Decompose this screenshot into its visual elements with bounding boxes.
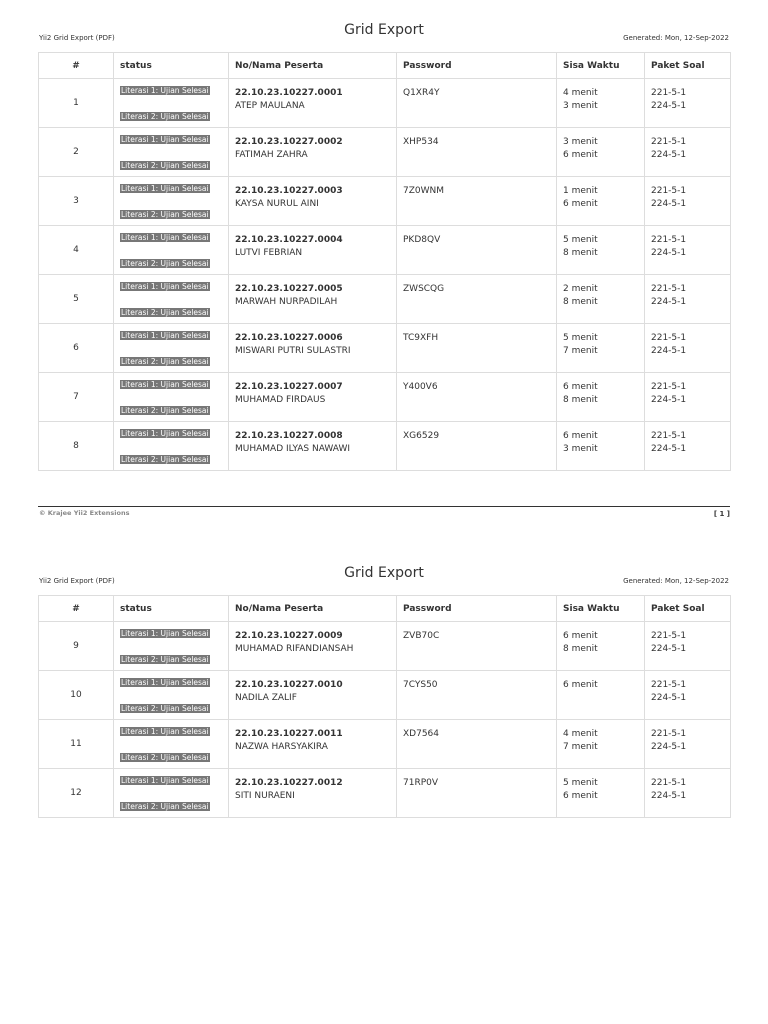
status-badge-literasi-2: Literasi 2: Ujian Selesai [121, 802, 209, 811]
column-header-number: # [39, 596, 114, 622]
password-value: PKD8QV [403, 235, 441, 245]
password-value: Q1XR4Y [403, 88, 440, 98]
status-cell [114, 720, 229, 769]
page-title: Grid Export [344, 22, 424, 38]
status-badge-literasi-2: Literasi 2: Ujian Selesai [121, 753, 209, 762]
peserta-id: 22.10.23.10227.0009 [235, 631, 343, 641]
paket-soal-cell [645, 769, 731, 818]
sisa-waktu-2: 6 menit [563, 791, 598, 801]
sisa-waktu-2: 8 menit [563, 297, 598, 307]
sisa-waktu-cell [557, 226, 645, 275]
export-grid-table [38, 595, 731, 818]
table-row [39, 128, 731, 177]
sisa-waktu-1: 5 menit [563, 778, 598, 788]
peserta-id: 22.10.23.10227.0008 [235, 431, 343, 441]
column-header-password: Password [397, 596, 557, 622]
paket-soal-2: 224-5-1 [651, 101, 687, 111]
status-badge-literasi-2: Literasi 2: Ujian Selesai [121, 655, 209, 664]
column-header-peserta: No/Nama Peserta [229, 596, 397, 622]
peserta-id: 22.10.23.10227.0011 [235, 729, 343, 739]
paket-soal-2: 224-5-1 [651, 644, 687, 654]
status-cell [114, 769, 229, 818]
sisa-waktu-1: 5 menit [563, 235, 598, 245]
status-badge-literasi-1: Literasi 1: Ujian Selesai [121, 776, 209, 785]
status-badge-literasi-1: Literasi 1: Ujian Selesai [121, 184, 209, 193]
status-badge-literasi-2: Literasi 2: Ujian Selesai [121, 308, 209, 317]
paket-soal-cell [645, 79, 731, 128]
sisa-waktu-cell [557, 769, 645, 818]
status-badge-literasi-1: Literasi 1: Ujian Selesai [121, 86, 209, 95]
sisa-waktu-2: 8 menit [563, 248, 598, 258]
row-number: 12 [39, 769, 114, 818]
paket-soal-cell [645, 422, 731, 471]
generated-date: Generated: Mon, 12-Sep-2022 [623, 34, 729, 42]
password-value: Y400V6 [403, 382, 438, 392]
paket-soal-1: 221-5-1 [651, 382, 687, 392]
password-value: ZVB70C [403, 631, 440, 641]
peserta-id: 22.10.23.10227.0004 [235, 235, 343, 245]
table-row [39, 720, 731, 769]
sisa-waktu-1: 6 menit [563, 680, 598, 690]
password-value: ZWSCQG [403, 284, 445, 294]
paket-soal-1: 221-5-1 [651, 186, 687, 196]
row-number: 5 [39, 275, 114, 324]
peserta-id: 22.10.23.10227.0006 [235, 333, 343, 343]
status-badge-literasi-1: Literasi 1: Ujian Selesai [121, 678, 209, 687]
status-badge-literasi-1: Literasi 1: Ujian Selesai [121, 380, 209, 389]
sisa-waktu-2: 7 menit [563, 346, 598, 356]
status-cell [114, 373, 229, 422]
row-number: 3 [39, 177, 114, 226]
status-cell [114, 177, 229, 226]
column-header-number: # [39, 53, 114, 79]
sisa-waktu-1: 6 menit [563, 382, 598, 392]
sisa-waktu-cell [557, 275, 645, 324]
peserta-id: 22.10.23.10227.0005 [235, 284, 343, 294]
paket-soal-cell [645, 373, 731, 422]
password-cell [397, 128, 557, 177]
peserta-name: MUHAMAD RIFANDIANSAH [235, 644, 354, 654]
password-value: TC9XFH [403, 333, 439, 343]
status-cell [114, 79, 229, 128]
paket-soal-cell [645, 128, 731, 177]
row-number: 6 [39, 324, 114, 373]
peserta-id: 22.10.23.10227.0002 [235, 137, 343, 147]
status-cell [114, 422, 229, 471]
column-header-peserta: No/Nama Peserta [229, 53, 397, 79]
peserta-cell [229, 671, 397, 720]
paket-soal-2: 224-5-1 [651, 150, 687, 160]
password-cell [397, 226, 557, 275]
password-value: XD7564 [403, 729, 439, 739]
sisa-waktu-2: 8 menit [563, 395, 598, 405]
pdf-page-2 [0, 543, 768, 811]
paket-soal-cell [645, 177, 731, 226]
peserta-name: NAZWA HARSYAKIRA [235, 742, 328, 752]
paket-soal-2: 224-5-1 [651, 199, 687, 209]
status-cell [114, 275, 229, 324]
paket-soal-2: 224-5-1 [651, 297, 687, 307]
paket-soal-cell [645, 275, 731, 324]
peserta-id: 22.10.23.10227.0007 [235, 382, 343, 392]
password-value: 71RP0V [403, 778, 439, 788]
paket-soal-cell [645, 671, 731, 720]
sisa-waktu-2: 3 menit [563, 444, 598, 454]
password-value: XG6529 [403, 431, 440, 441]
page-header [0, 0, 768, 52]
sisa-waktu-cell [557, 128, 645, 177]
export-grid-table [38, 52, 731, 471]
page-title: Grid Export [344, 565, 424, 581]
row-number: 8 [39, 422, 114, 471]
peserta-cell [229, 720, 397, 769]
page-header [0, 543, 768, 595]
table-row [39, 275, 731, 324]
password-value: XHP534 [403, 137, 439, 147]
status-cell [114, 128, 229, 177]
status-badge-literasi-2: Literasi 2: Ujian Selesai [121, 210, 209, 219]
column-header-password: Password [397, 53, 557, 79]
row-number: 11 [39, 720, 114, 769]
peserta-cell [229, 79, 397, 128]
paket-soal-2: 224-5-1 [651, 444, 687, 454]
page-footer [38, 506, 730, 518]
peserta-name: MUHAMAD FIRDAUS [235, 395, 326, 405]
paket-soal-cell [645, 226, 731, 275]
sisa-waktu-2: 7 menit [563, 742, 598, 752]
sisa-waktu-1: 2 menit [563, 284, 598, 294]
status-cell [114, 226, 229, 275]
peserta-cell [229, 226, 397, 275]
password-cell [397, 622, 557, 671]
paket-soal-cell [645, 324, 731, 373]
peserta-cell [229, 622, 397, 671]
sisa-waktu-cell [557, 177, 645, 226]
table-row [39, 324, 731, 373]
password-cell [397, 373, 557, 422]
status-badge-literasi-2: Literasi 2: Ujian Selesai [121, 112, 209, 121]
page-number: [ 1 ] [713, 510, 730, 518]
status-badge-literasi-2: Literasi 2: Ujian Selesai [121, 259, 209, 268]
peserta-name: KAYSA NURUL AINI [235, 199, 319, 209]
paket-soal-1: 221-5-1 [651, 778, 687, 788]
column-header-sisa-waktu: Sisa Waktu [557, 53, 645, 79]
sisa-waktu-2: 6 menit [563, 150, 598, 160]
status-badge-literasi-1: Literasi 1: Ujian Selesai [121, 233, 209, 242]
peserta-cell [229, 373, 397, 422]
status-badge-literasi-1: Literasi 1: Ujian Selesai [121, 629, 209, 638]
paket-soal-2: 224-5-1 [651, 395, 687, 405]
table-header-row [39, 596, 731, 622]
peserta-id: 22.10.23.10227.0010 [235, 680, 343, 690]
status-badge-literasi-1: Literasi 1: Ujian Selesai [121, 727, 209, 736]
status-badge-literasi-2: Literasi 2: Ujian Selesai [121, 357, 209, 366]
table-row [39, 622, 731, 671]
password-cell [397, 275, 557, 324]
header-left-text: Yii2 Grid Export (PDF) [39, 577, 115, 585]
status-badge-literasi-1: Literasi 1: Ujian Selesai [121, 331, 209, 340]
password-cell [397, 422, 557, 471]
peserta-cell [229, 128, 397, 177]
table-row [39, 422, 731, 471]
password-value: 7Z0WNM [403, 186, 445, 196]
paket-soal-2: 224-5-1 [651, 248, 687, 258]
paket-soal-1: 221-5-1 [651, 631, 687, 641]
sisa-waktu-cell [557, 324, 645, 373]
sisa-waktu-cell [557, 671, 645, 720]
row-number: 1 [39, 79, 114, 128]
peserta-name: FATIMAH ZAHRA [235, 150, 308, 160]
paket-soal-cell [645, 720, 731, 769]
table-row [39, 769, 731, 818]
generated-date: Generated: Mon, 12-Sep-2022 [623, 577, 729, 585]
sisa-waktu-1: 4 menit [563, 88, 598, 98]
status-badge-literasi-1: Literasi 1: Ujian Selesai [121, 429, 209, 438]
sisa-waktu-2: 3 menit [563, 101, 598, 111]
paket-soal-2: 224-5-1 [651, 346, 687, 356]
table-row [39, 671, 731, 720]
paket-soal-1: 221-5-1 [651, 333, 687, 343]
table-header-row [39, 53, 731, 79]
paket-soal-1: 221-5-1 [651, 137, 687, 147]
password-cell [397, 671, 557, 720]
peserta-name: SITI NURAENI [235, 791, 295, 801]
sisa-waktu-cell [557, 622, 645, 671]
paket-soal-1: 221-5-1 [651, 284, 687, 294]
status-badge-literasi-2: Literasi 2: Ujian Selesai [121, 406, 209, 415]
peserta-name: MARWAH NURPADILAH [235, 297, 338, 307]
column-header-sisa-waktu: Sisa Waktu [557, 596, 645, 622]
sisa-waktu-1: 6 menit [563, 431, 598, 441]
password-value: 7CYS50 [403, 680, 438, 690]
peserta-name: MISWARI PUTRI SULASTRI [235, 346, 351, 356]
row-number: 10 [39, 671, 114, 720]
peserta-cell [229, 275, 397, 324]
paket-soal-1: 221-5-1 [651, 680, 687, 690]
peserta-name: NADILA ZALIF [235, 693, 297, 703]
paket-soal-2: 224-5-1 [651, 693, 687, 703]
row-number: 4 [39, 226, 114, 275]
peserta-cell [229, 769, 397, 818]
sisa-waktu-cell [557, 720, 645, 769]
table-row [39, 79, 731, 128]
sisa-waktu-1: 5 menit [563, 333, 598, 343]
password-cell [397, 720, 557, 769]
table-row [39, 226, 731, 275]
table-row [39, 177, 731, 226]
sisa-waktu-2: 8 menit [563, 644, 598, 654]
sisa-waktu-cell [557, 79, 645, 128]
sisa-waktu-1: 4 menit [563, 729, 598, 739]
sisa-waktu-cell [557, 422, 645, 471]
status-cell [114, 671, 229, 720]
sisa-waktu-1: 3 menit [563, 137, 598, 147]
paket-soal-1: 221-5-1 [651, 235, 687, 245]
column-header-status: status [114, 53, 229, 79]
paket-soal-2: 224-5-1 [651, 742, 687, 752]
peserta-cell [229, 324, 397, 373]
column-header-paket-soal: Paket Soal [645, 53, 731, 79]
peserta-cell [229, 422, 397, 471]
status-cell [114, 622, 229, 671]
status-badge-literasi-1: Literasi 1: Ujian Selesai [121, 282, 209, 291]
sisa-waktu-2: 6 menit [563, 199, 598, 209]
sisa-waktu-cell [557, 373, 645, 422]
row-number: 7 [39, 373, 114, 422]
status-badge-literasi-2: Literasi 2: Ujian Selesai [121, 704, 209, 713]
row-number: 2 [39, 128, 114, 177]
peserta-id: 22.10.23.10227.0003 [235, 186, 343, 196]
peserta-id: 22.10.23.10227.0012 [235, 778, 343, 788]
header-left-text: Yii2 Grid Export (PDF) [39, 34, 115, 42]
peserta-name: MUHAMAD ILYAS NAWAWI [235, 444, 351, 454]
password-cell [397, 769, 557, 818]
paket-soal-1: 221-5-1 [651, 431, 687, 441]
sisa-waktu-1: 1 menit [563, 186, 598, 196]
column-header-paket-soal: Paket Soal [645, 596, 731, 622]
password-cell [397, 177, 557, 226]
status-cell [114, 324, 229, 373]
status-badge-literasi-2: Literasi 2: Ujian Selesai [121, 161, 209, 170]
row-number: 9 [39, 622, 114, 671]
paket-soal-cell [645, 622, 731, 671]
peserta-cell [229, 177, 397, 226]
paket-soal-1: 221-5-1 [651, 88, 687, 98]
password-cell [397, 79, 557, 128]
sisa-waktu-1: 6 menit [563, 631, 598, 641]
status-badge-literasi-2: Literasi 2: Ujian Selesai [121, 455, 209, 464]
paket-soal-2: 224-5-1 [651, 791, 687, 801]
column-header-status: status [114, 596, 229, 622]
peserta-name: LUTVI FEBRIAN [235, 248, 303, 258]
peserta-name: ATEP MAULANA [235, 101, 305, 111]
table-row [39, 373, 731, 422]
peserta-id: 22.10.23.10227.0001 [235, 88, 343, 98]
footer-credit: © Krajee Yii2 Extensions [39, 509, 130, 517]
password-cell [397, 324, 557, 373]
paket-soal-1: 221-5-1 [651, 729, 687, 739]
status-badge-literasi-1: Literasi 1: Ujian Selesai [121, 135, 209, 144]
